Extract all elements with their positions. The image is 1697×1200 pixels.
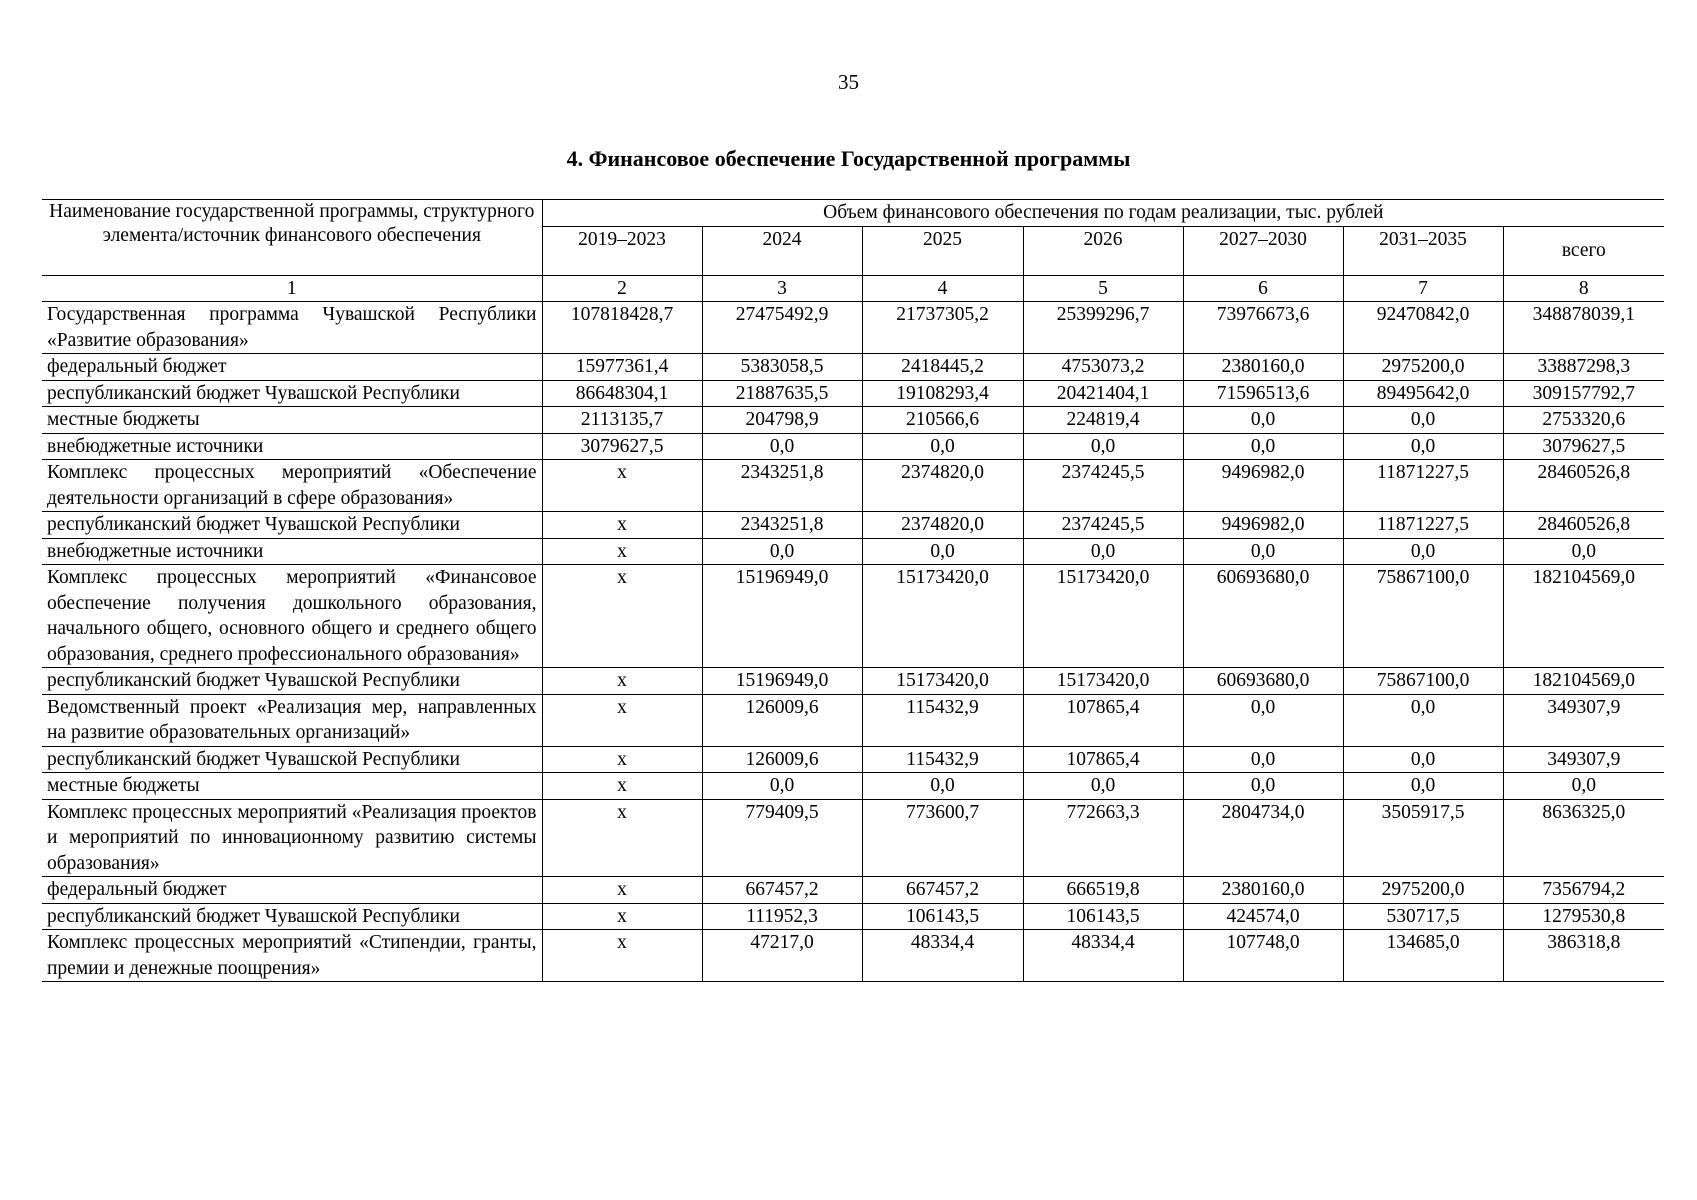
table-row <box>42 354 1664 381</box>
row-value: 210566,6 <box>862 407 1023 434</box>
row-name: Комплекс процессных мероприятий «Обеспечение деятельности организаций в сфере образования» <box>42 460 542 512</box>
row-value: 224819,4 <box>1023 407 1183 434</box>
header-year: 2025 <box>862 226 1023 275</box>
row-value: 106143,5 <box>862 903 1023 930</box>
row-value: 9496982,0 <box>1183 460 1343 512</box>
row-value: x <box>542 773 702 800</box>
row-value: 0,0 <box>1343 746 1503 773</box>
row-value: x <box>542 903 702 930</box>
row-value: 75867100,0 <box>1343 668 1503 695</box>
row-value: 2753320,6 <box>1503 407 1664 434</box>
row-value: 27475492,9 <box>702 302 862 354</box>
row-name: местные бюджеты <box>42 407 542 434</box>
header-volume-group: Объем финансового обеспечения по годам реализации, тыс. рублей <box>542 200 1664 227</box>
row-value: 2374820,0 <box>862 460 1023 512</box>
row-name: федеральный бюджет <box>42 354 542 381</box>
header-year: 2019–2023 <box>542 226 702 275</box>
row-value: 15173420,0 <box>862 565 1023 668</box>
row-value: 0,0 <box>862 433 1023 460</box>
row-value: 2418445,2 <box>862 354 1023 381</box>
table-row <box>42 668 1664 695</box>
row-value: 0,0 <box>1183 746 1343 773</box>
row-value: 89495642,0 <box>1343 380 1503 407</box>
row-value: 5383058,5 <box>702 354 862 381</box>
row-value: 2380160,0 <box>1183 354 1343 381</box>
row-value: 349307,9 <box>1503 694 1664 746</box>
row-name: республиканский бюджет Чувашской Республики <box>42 746 542 773</box>
row-name: Государственная программа Чувашской Республики «Развитие образования» <box>42 302 542 354</box>
table-row <box>42 746 1664 773</box>
header-year: 2027–2030 <box>1183 226 1343 275</box>
row-value: 20421404,1 <box>1023 380 1183 407</box>
header-total: всего <box>1503 226 1664 275</box>
row-name: местные бюджеты <box>42 773 542 800</box>
row-value: 107748,0 <box>1183 930 1343 982</box>
row-value: 0,0 <box>1503 538 1664 565</box>
row-value: 0,0 <box>1343 433 1503 460</box>
row-value: 4753073,2 <box>1023 354 1183 381</box>
row-value: 3505917,5 <box>1343 799 1503 877</box>
row-value: 21737305,2 <box>862 302 1023 354</box>
row-value: x <box>542 746 702 773</box>
row-value: 8636325,0 <box>1503 799 1664 877</box>
row-value: 0,0 <box>1183 538 1343 565</box>
row-value: 309157792,7 <box>1503 380 1664 407</box>
row-value: 15173420,0 <box>862 668 1023 695</box>
row-value: 0,0 <box>1183 407 1343 434</box>
column-number: 3 <box>702 275 862 302</box>
row-value: 15173420,0 <box>1023 565 1183 668</box>
row-value: 348878039,1 <box>1503 302 1664 354</box>
row-value: 60693680,0 <box>1183 565 1343 668</box>
row-value: 0,0 <box>702 433 862 460</box>
row-value: 7356794,2 <box>1503 877 1664 904</box>
row-value: 0,0 <box>1183 433 1343 460</box>
row-value: 2374820,0 <box>862 512 1023 539</box>
row-value: 2374245,5 <box>1023 512 1183 539</box>
row-value: 126009,6 <box>702 746 862 773</box>
table-row <box>42 407 1664 434</box>
row-value: 182104569,0 <box>1503 565 1664 668</box>
row-value: 11871227,5 <box>1343 460 1503 512</box>
row-value: 75867100,0 <box>1343 565 1503 668</box>
row-value: x <box>542 877 702 904</box>
row-value: 33887298,3 <box>1503 354 1664 381</box>
column-number: 1 <box>42 275 542 302</box>
row-value: 2804734,0 <box>1183 799 1343 877</box>
table-row <box>42 799 1664 877</box>
table-row <box>42 903 1664 930</box>
column-number: 6 <box>1183 275 1343 302</box>
row-value: 0,0 <box>1023 773 1183 800</box>
row-value: 666519,8 <box>1023 877 1183 904</box>
row-value: 182104569,0 <box>1503 668 1664 695</box>
row-value: 0,0 <box>702 773 862 800</box>
row-value: 779409,5 <box>702 799 862 877</box>
row-value: 11871227,5 <box>1343 512 1503 539</box>
row-value: 106143,5 <box>1023 903 1183 930</box>
row-value: 15196949,0 <box>702 668 862 695</box>
row-value: 2380160,0 <box>1183 877 1343 904</box>
row-value: 28460526,8 <box>1503 460 1664 512</box>
table-row <box>42 773 1664 800</box>
header-year: 2024 <box>702 226 862 275</box>
row-name: республиканский бюджет Чувашской Республики <box>42 512 542 539</box>
row-value: 48334,4 <box>862 930 1023 982</box>
row-value: 0,0 <box>1343 694 1503 746</box>
row-value: 71596513,6 <box>1183 380 1343 407</box>
row-value: x <box>542 694 702 746</box>
row-value: 2113135,7 <box>542 407 702 434</box>
row-value: x <box>542 512 702 539</box>
row-value: 424574,0 <box>1183 903 1343 930</box>
row-value: 0,0 <box>1023 538 1183 565</box>
row-value: x <box>542 460 702 512</box>
row-value: 107818428,7 <box>542 302 702 354</box>
row-value: x <box>542 930 702 982</box>
row-value: 47217,0 <box>702 930 862 982</box>
row-value: 0,0 <box>862 773 1023 800</box>
row-value: 60693680,0 <box>1183 668 1343 695</box>
row-value: 9496982,0 <box>1183 512 1343 539</box>
row-value: 3079627,5 <box>542 433 702 460</box>
row-value: 772663,3 <box>1023 799 1183 877</box>
row-value: 111952,3 <box>702 903 862 930</box>
table-row <box>42 380 1664 407</box>
table-row <box>42 512 1664 539</box>
header-name-column: Наименование государственной программы, структурного элемента/источник финансового обеспечения <box>42 200 542 276</box>
row-name: Ведомственный проект «Реализация мер, направленных на развитие образовательных организаций» <box>42 694 542 746</box>
row-value: 349307,9 <box>1503 746 1664 773</box>
header-year: 2026 <box>1023 226 1183 275</box>
row-value: 0,0 <box>1023 433 1183 460</box>
row-value: 107865,4 <box>1023 746 1183 773</box>
row-value: 15173420,0 <box>1023 668 1183 695</box>
table-header <box>42 200 1664 302</box>
row-value: 21887635,5 <box>702 380 862 407</box>
row-value: 0,0 <box>1503 773 1664 800</box>
section-heading: 4. Финансовое обеспечение Государственной программы <box>566 146 1131 171</box>
row-value: 667457,2 <box>702 877 862 904</box>
header-year: 2031–2035 <box>1343 226 1503 275</box>
row-value: 3079627,5 <box>1503 433 1664 460</box>
column-number: 8 <box>1503 275 1664 302</box>
row-value: 126009,6 <box>702 694 862 746</box>
row-value: 2975200,0 <box>1343 877 1503 904</box>
table-row <box>42 565 1664 668</box>
financing-table <box>42 199 1664 982</box>
row-value: 107865,4 <box>1023 694 1183 746</box>
row-name: Комплекс процессных мероприятий «Финансовое обеспечение получения дошкольного образования, начального общего, основного общего и среднего общего образования, среднего профессионального образования» <box>42 565 542 668</box>
row-value: 15196949,0 <box>702 565 862 668</box>
row-value: 115432,9 <box>862 746 1023 773</box>
row-value: 0,0 <box>862 538 1023 565</box>
row-value: x <box>542 538 702 565</box>
table-row <box>42 877 1664 904</box>
row-value: 0,0 <box>1183 694 1343 746</box>
row-value: x <box>542 565 702 668</box>
row-value: 19108293,4 <box>862 380 1023 407</box>
row-value: 667457,2 <box>862 877 1023 904</box>
row-value: 28460526,8 <box>1503 512 1664 539</box>
row-value: 386318,8 <box>1503 930 1664 982</box>
row-value: 1279530,8 <box>1503 903 1664 930</box>
row-name: Комплекс процессных мероприятий «Реализация проектов и мероприятий по инновационному развитию системы образования» <box>42 799 542 877</box>
row-name: федеральный бюджет <box>42 877 542 904</box>
table-row <box>42 302 1664 354</box>
row-value: 0,0 <box>1343 538 1503 565</box>
table-row <box>42 433 1664 460</box>
row-value: x <box>542 799 702 877</box>
column-number: 4 <box>862 275 1023 302</box>
row-value: 2374245,5 <box>1023 460 1183 512</box>
row-name: республиканский бюджет Чувашской Республики <box>42 380 542 407</box>
row-value: 204798,9 <box>702 407 862 434</box>
table-body <box>42 302 1664 982</box>
row-value: 86648304,1 <box>542 380 702 407</box>
row-value: 2975200,0 <box>1343 354 1503 381</box>
table-row <box>42 694 1664 746</box>
row-value: 134685,0 <box>1343 930 1503 982</box>
row-value: 2343251,8 <box>702 460 862 512</box>
row-value: 115432,9 <box>862 694 1023 746</box>
table-row <box>42 930 1664 982</box>
page-number: 35 <box>838 70 859 94</box>
column-number: 2 <box>542 275 702 302</box>
row-value: 0,0 <box>1183 773 1343 800</box>
row-name: республиканский бюджет Чувашской Республики <box>42 668 542 695</box>
row-value: 0,0 <box>1343 773 1503 800</box>
row-name: Комплекс процессных мероприятий «Стипендии, гранты, премии и денежные поощрения» <box>42 930 542 982</box>
row-value: 73976673,6 <box>1183 302 1343 354</box>
row-value: 0,0 <box>702 538 862 565</box>
row-value: 92470842,0 <box>1343 302 1503 354</box>
row-name: внебюджетные источники <box>42 538 542 565</box>
row-value: x <box>542 668 702 695</box>
table-row <box>42 460 1664 512</box>
row-name: республиканский бюджет Чувашской Республики <box>42 903 542 930</box>
row-value: 2343251,8 <box>702 512 862 539</box>
column-number: 7 <box>1343 275 1503 302</box>
column-number: 5 <box>1023 275 1183 302</box>
row-value: 530717,5 <box>1343 903 1503 930</box>
row-value: 0,0 <box>1343 407 1503 434</box>
row-value: 48334,4 <box>1023 930 1183 982</box>
row-value: 773600,7 <box>862 799 1023 877</box>
table-row <box>42 538 1664 565</box>
row-value: 25399296,7 <box>1023 302 1183 354</box>
row-name: внебюджетные источники <box>42 433 542 460</box>
row-value: 15977361,4 <box>542 354 702 381</box>
